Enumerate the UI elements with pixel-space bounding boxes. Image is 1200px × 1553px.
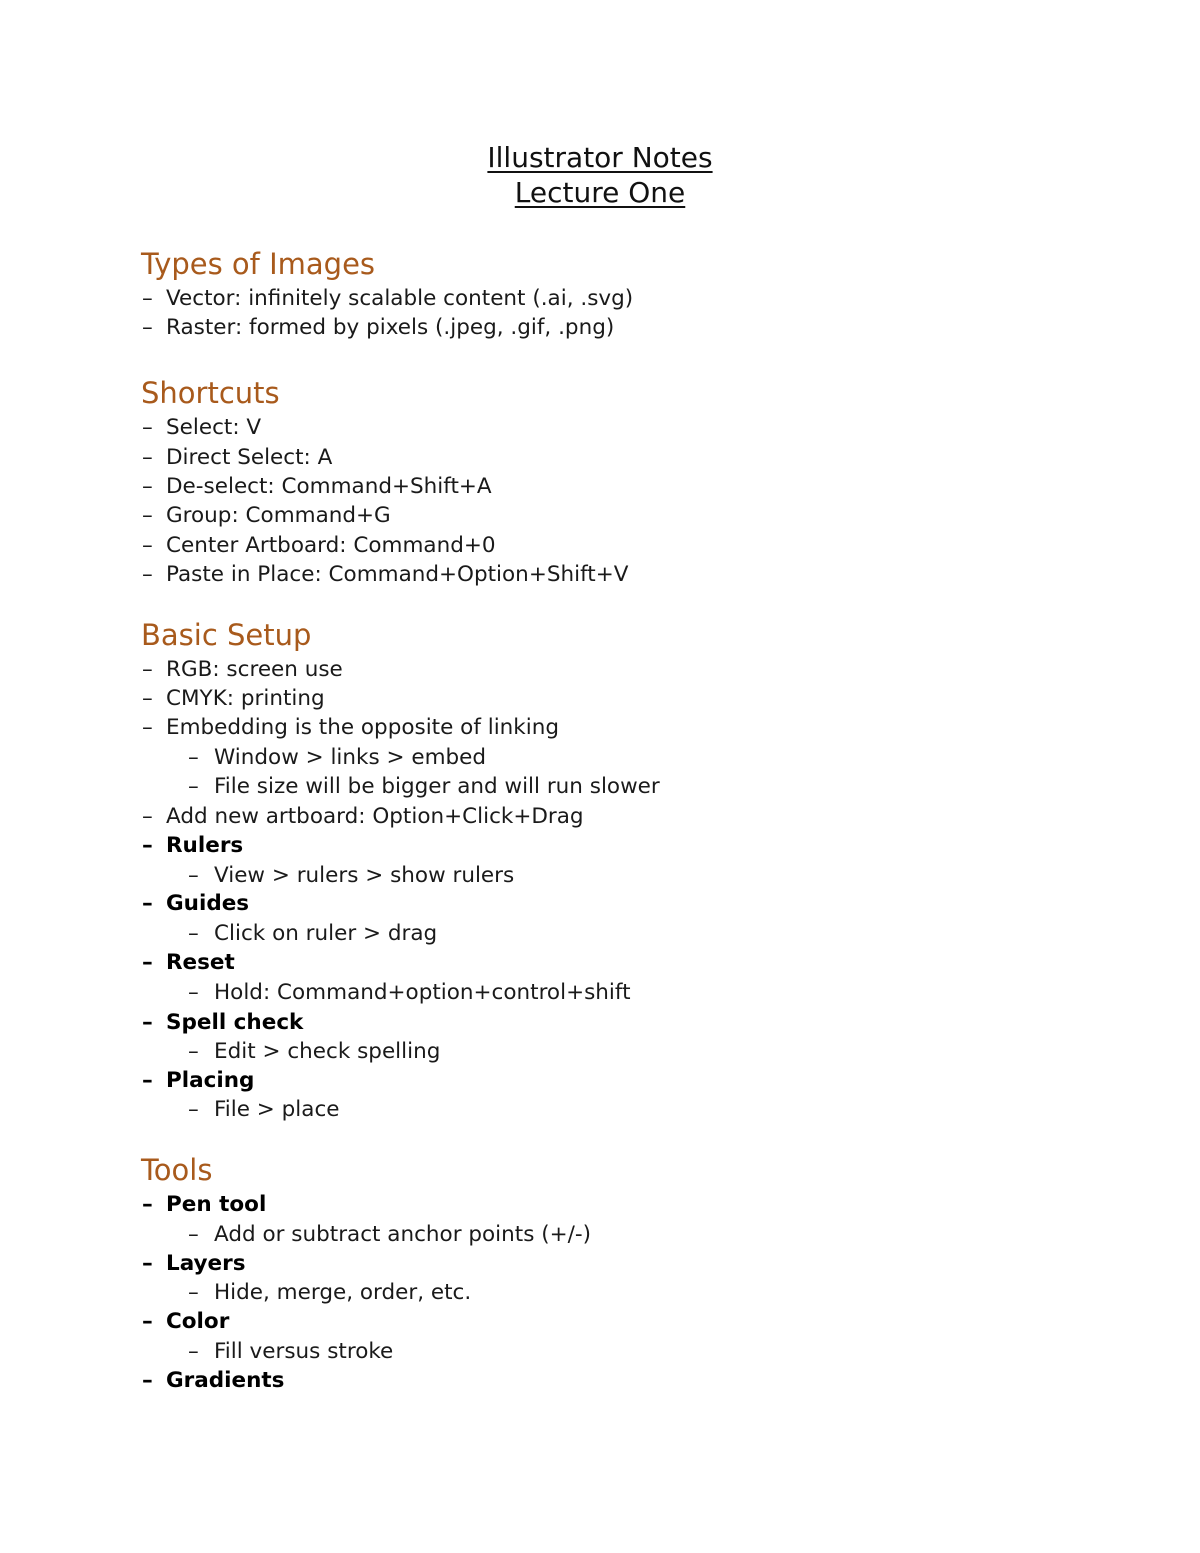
- list-item: [142, 713, 559, 742]
- list-item-text: Add or subtract anchor points (+/-): [214, 1222, 592, 1247]
- bullet-dash: –: [142, 891, 153, 916]
- section-heading-tools: Tools: [141, 1153, 213, 1187]
- sub-list-item: [188, 743, 486, 772]
- bullet-dash: –: [142, 315, 153, 340]
- bullet-dash: –: [142, 474, 153, 499]
- sub-list-item: [188, 919, 437, 948]
- sub-list-item: [188, 1278, 471, 1307]
- list-item: [142, 501, 391, 530]
- bullet-dash: –: [188, 863, 199, 888]
- list-item-text: Select: V: [166, 415, 262, 440]
- bullet-dash: –: [142, 1068, 153, 1093]
- list-item: [142, 313, 614, 342]
- list-item-bold: [142, 1366, 284, 1395]
- list-item-bold: [142, 831, 243, 860]
- bullet-dash: –: [188, 980, 199, 1005]
- list-item-text: Hold: Command+option+control+shift: [214, 980, 631, 1005]
- list-item-text: View > rulers > show rulers: [214, 863, 515, 888]
- list-item-text: Pen tool: [166, 1192, 267, 1217]
- list-item-text: CMYK: printing: [166, 686, 325, 711]
- bullet-dash: –: [142, 950, 153, 975]
- list-item-text: De-select: Command+Shift+A: [166, 474, 492, 499]
- list-item-text: Paste in Place: Command+Option+Shift+V: [166, 562, 629, 587]
- list-item: [142, 655, 343, 684]
- list-item-text: Spell check: [166, 1010, 304, 1035]
- list-item-bold: [142, 1066, 254, 1095]
- document-title: Illustrator Notes: [487, 141, 713, 174]
- bullet-dash: –: [188, 1280, 199, 1305]
- list-item-bold: [142, 1249, 246, 1278]
- bullet-dash: –: [142, 715, 153, 740]
- bullet-dash: –: [142, 533, 153, 558]
- list-item: [142, 560, 628, 589]
- bullet-dash: –: [142, 804, 153, 829]
- list-item-text: Reset: [166, 950, 235, 975]
- list-item: [142, 443, 332, 472]
- list-item: [142, 284, 633, 313]
- sub-list-item: [188, 861, 514, 890]
- list-item: [142, 531, 496, 560]
- list-item-text: RGB: screen use: [166, 657, 343, 682]
- bullet-dash: –: [142, 657, 153, 682]
- list-item-text: File > place: [214, 1097, 340, 1122]
- bullet-dash: –: [188, 1222, 199, 1247]
- bullet-dash: –: [188, 774, 199, 799]
- document-subtitle: Lecture One: [514, 176, 686, 209]
- bullet-dash: –: [142, 503, 153, 528]
- list-item-text: Embedding is the opposite of linking: [166, 715, 560, 740]
- sub-list-item: [188, 978, 631, 1007]
- list-item-text: File size will be bigger and will run slower: [214, 774, 660, 799]
- bullet-dash: –: [188, 1339, 199, 1364]
- list-item: [142, 684, 325, 713]
- bullet-dash: –: [142, 1309, 153, 1334]
- list-item-text: Gradients: [166, 1368, 285, 1393]
- list-item-bold: [142, 1190, 266, 1219]
- bullet-dash: –: [188, 745, 199, 770]
- list-item: [142, 413, 261, 442]
- list-item-bold: [142, 1008, 303, 1037]
- bullet-dash: –: [142, 445, 153, 470]
- sub-list-item: [188, 1220, 591, 1249]
- bullet-dash: –: [142, 1251, 153, 1276]
- bullet-dash: –: [142, 286, 153, 311]
- list-item-bold: [142, 948, 235, 977]
- sub-list-item: [188, 1095, 340, 1124]
- bullet-dash: –: [188, 1039, 199, 1064]
- list-item-text: Color: [166, 1309, 230, 1334]
- list-item-text: Guides: [166, 891, 250, 916]
- bullet-dash: –: [142, 1010, 153, 1035]
- list-item-text: Raster: formed by pixels (.jpeg, .gif, .png): [166, 315, 615, 340]
- list-item: [142, 472, 492, 501]
- list-item: [142, 802, 584, 831]
- list-item-bold: [142, 889, 249, 918]
- list-item-text: Window > links > embed: [214, 745, 487, 770]
- bullet-dash: –: [142, 415, 153, 440]
- bullet-dash: –: [188, 921, 199, 946]
- list-item-text: Group: Command+G: [166, 503, 391, 528]
- list-item-text: Placing: [166, 1068, 255, 1093]
- section-heading-shortcuts: Shortcuts: [141, 376, 280, 410]
- bullet-dash: –: [142, 562, 153, 587]
- bullet-dash: –: [142, 1368, 153, 1393]
- bullet-dash: –: [142, 1192, 153, 1217]
- list-item-text: Layers: [166, 1251, 246, 1276]
- bullet-dash: –: [142, 833, 153, 858]
- list-item-text: Fill versus stroke: [214, 1339, 394, 1364]
- list-item-text: Direct Select: A: [166, 445, 333, 470]
- list-item-text: Edit > check spelling: [214, 1039, 441, 1064]
- list-item-text: Vector: infinitely scalable content (.ai, .svg): [166, 286, 634, 311]
- bullet-dash: –: [188, 1097, 199, 1122]
- bullet-dash: –: [142, 686, 153, 711]
- list-item-text: Center Artboard: Command+0: [166, 533, 496, 558]
- list-item-bold: [142, 1307, 229, 1336]
- section-heading-setup: Basic Setup: [141, 618, 312, 652]
- list-item-text: Add new artboard: Option+Click+Drag: [166, 804, 584, 829]
- list-item-text: Click on ruler > drag: [214, 921, 438, 946]
- sub-list-item: [188, 1337, 393, 1366]
- sub-list-item: [188, 1037, 440, 1066]
- sub-list-item: [188, 772, 660, 801]
- list-item-text: Rulers: [166, 833, 244, 858]
- section-heading-types: Types of Images: [141, 247, 376, 281]
- list-item-text: Hide, merge, order, etc.: [214, 1280, 472, 1305]
